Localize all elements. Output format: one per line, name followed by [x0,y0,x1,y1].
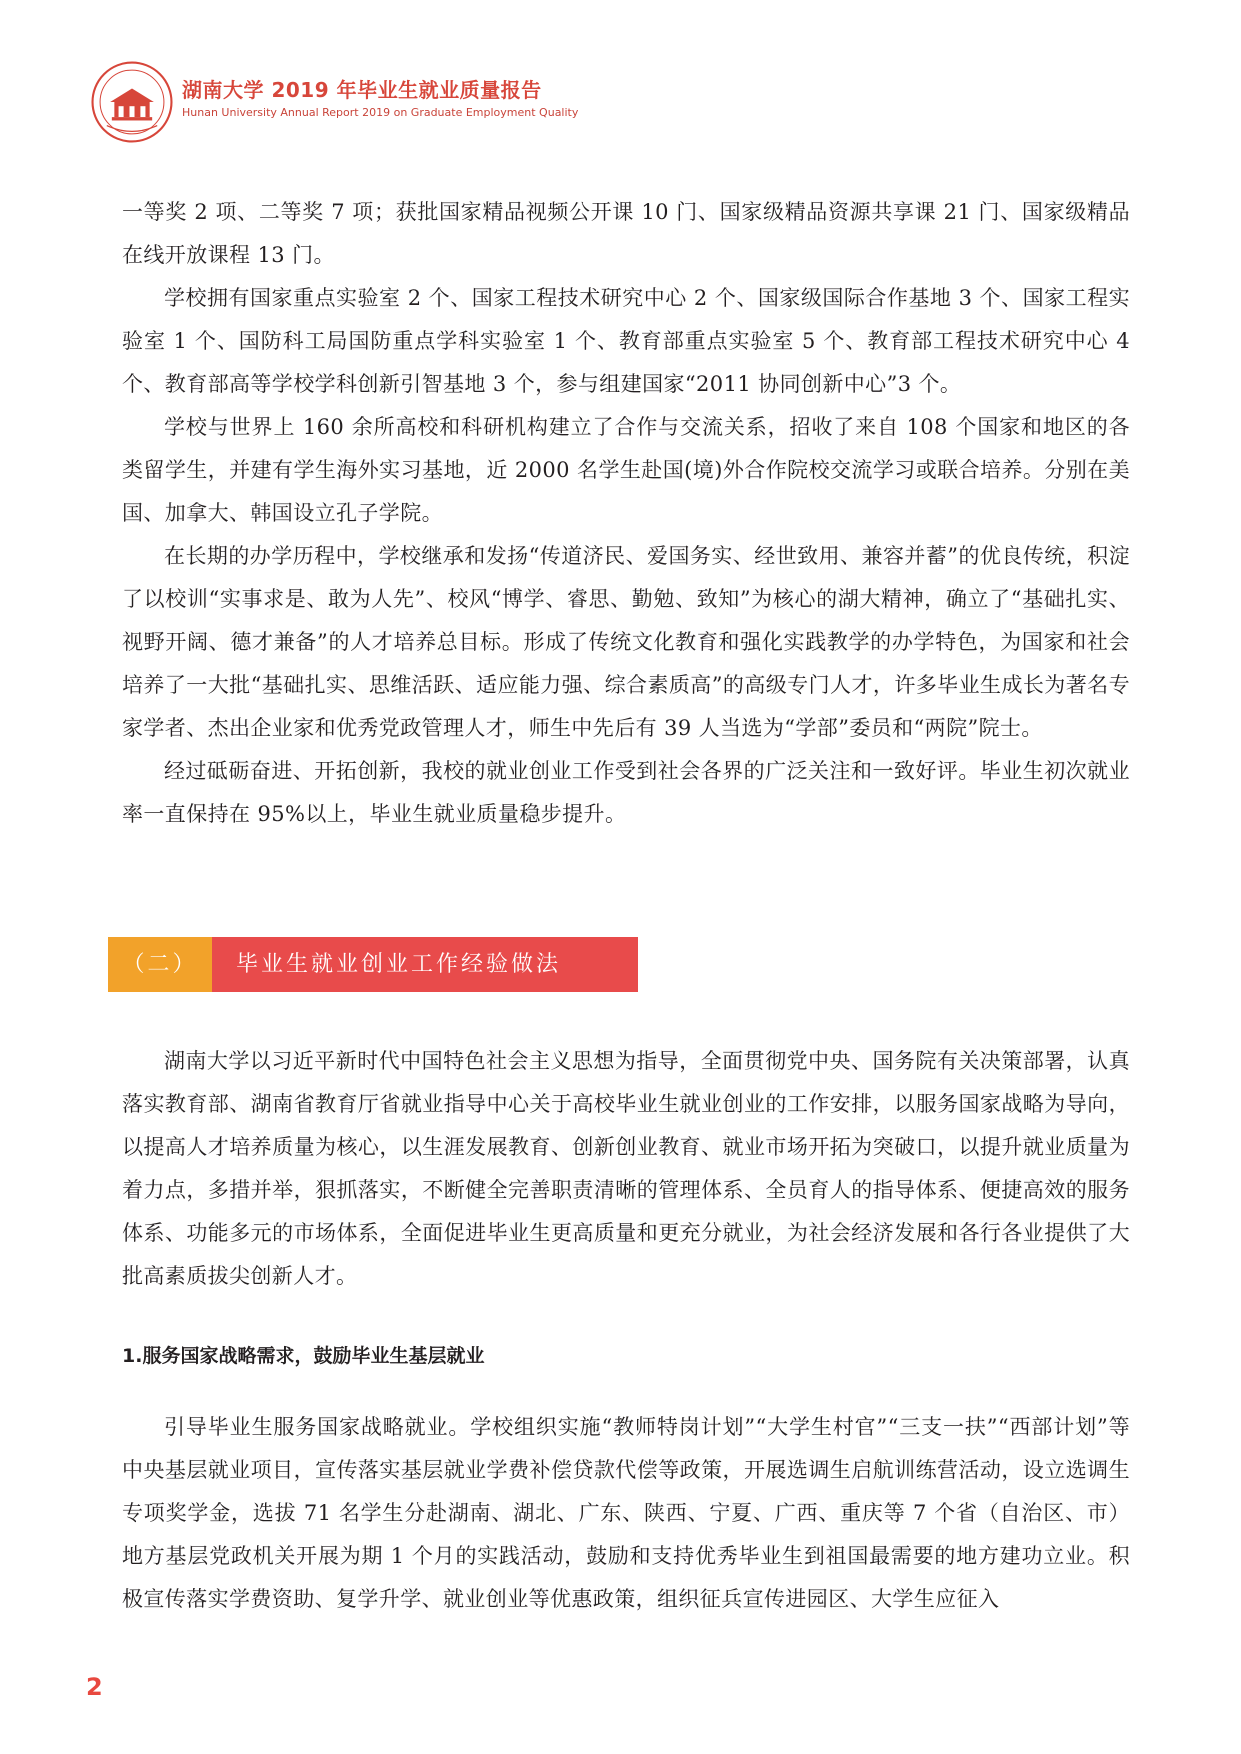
paragraph-international: 学校与世界上 160 余所高校和科研机构建立了合作与交流关系，招收了来自 108 个国家和地区的各类留学生，并建有学生海外实习基地，近 2000 名学生赴国(境)外合作院校交流学习或联合培养。分别在美国、加拿大、韩国设立孔子学院。 [122,415,1130,525]
page-number: 2 [86,1673,103,1701]
subsection-paragraph: 引导毕业生服务国家战略就业。学校组织实施“教师特岗计划”“大学生村官”“三支一扶”“西部计划”等中央基层就业项目，宣传落实基层就业学费补偿贷款代偿等政策，开展选调生启航训练营活动，设立选调生专项奖学金，选拔 71 名学生分赴湖南、湖北、广东、陕西、宁夏、广西、重庆等 7 个省（自治区、市）地方基层党政机关开展为期 1 个月的实践活动，鼓励和支持优秀毕业生到祖国最需要的地方建功立业。积极宣传落实学费资助、复学升学、就业创业等优惠政策，组织征兵宣传进园区、大学生应征入 [122,1415,1130,1611]
report-title: 湖南大学 2019 年毕业生就业质量报告 [182,78,542,102]
subsection-block [122,1406,1130,1621]
body-text-top [122,191,1130,836]
section-intro-paragraph: 湖南大学以习近平新时代中国特色社会主义思想为指导，全面贯彻党中央、国务院有关决策部署，认真落实教育部、湖南省教育厅省就业指导中心关于高校毕业生就业创业的工作安排，以服务国家战略为导向，以提高人才培养质量为核心，以生涯发展教育、创新创业教育、就业市场开拓为突破口，以提升就业质量为着力点，多措并举，狠抓落实，不断健全完善职责清晰的管理体系、全员育人的指导体系、便捷高效的服务体系、功能多元的市场体系，全面促进毕业生更高质量和更充分就业，为社会经济发展和各行各业提供了大批高素质拔尖创新人才。 [122,1049,1130,1288]
subheading: 1.服务国家战略需求，鼓励毕业生基层就业 [122,1345,485,1367]
paragraph-tradition: 在长期的办学历程中，学校继承和发扬“传道济民、爱国务实、经世致用、兼容并蓄”的优良传统，积淀了以校训“实事求是、敢为人先”、校风“博学、睿思、勤勉、致知”为核心的湖大精神，确立了“基础扎实、视野开阔、德才兼备”的人才培养总目标。形成了传统文化教育和强化实践教学的办学特色，为国家和社会培养了一大批“基础扎实、思维活跃、适应能力强、综合素质高”的高级专门人才，许多毕业生成长为著名专家学者、杰出企业家和优秀党政管理人才，师生中先后有 39 人当选为“学部”委员和“两院”院士。 [122,544,1130,740]
section-number: （二） [108,937,212,992]
paragraph-laboratories: 学校拥有国家重点实验室 2 个、国家工程技术研究中心 2 个、国家级国际合作基地 3 个、国家工程实验室 1 个、国防科工局国防重点学科实验室 1 个、教育部重点实验室 5 个、教育部工程技术研究中心 4 个、教育部高等学校学科创新引智基地 3 个，参与组建国家“2011 协同创新中心”3 个。 [122,286,1130,396]
section-intro-block [122,1040,1130,1298]
page-header [90,46,650,136]
section-heading-bar [108,937,638,992]
paragraph-awards: 一等奖 2 项、二等奖 7 项；获批国家精品视频公开课 10 门、国家级精品资源共享课 21 门、国家级精品在线开放课程 13 门。 [122,200,1130,267]
section-title: 毕业生就业创业工作经验做法 [212,937,638,992]
paragraph-employment: 经过砥砺奋进、开拓创新，我校的就业创业工作受到社会各界的广泛关注和一致好评。毕业生初次就业率一直保持在 95%以上，毕业生就业质量稳步提升。 [122,759,1130,826]
report-subtitle: Hunan University Annual Report 2019 on Graduate Employment Quality [182,106,579,119]
university-seal-icon [90,60,174,144]
